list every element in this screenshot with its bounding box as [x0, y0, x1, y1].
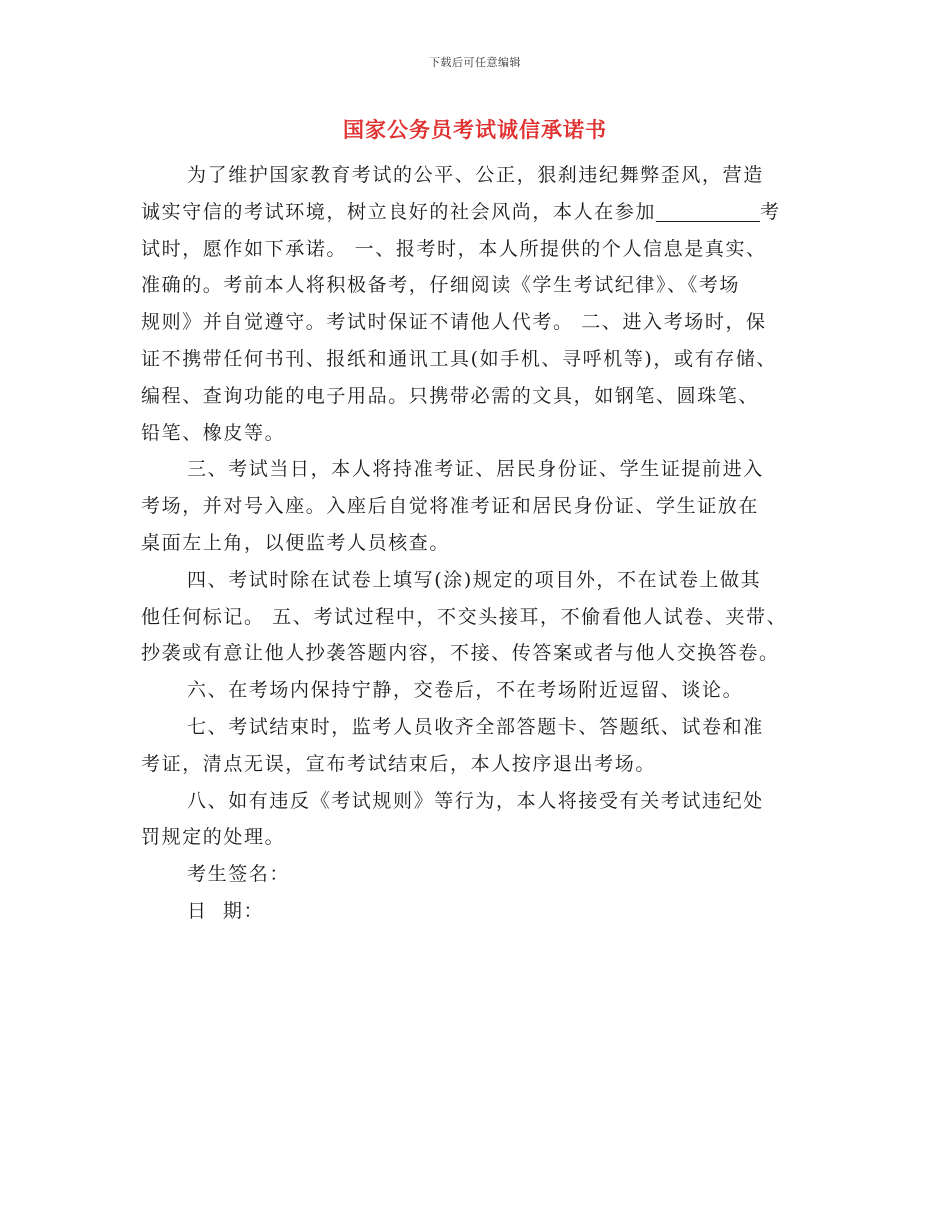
paragraph-line: 考证，清点无误，宣布考试结束后，本人按序退出考场。: [141, 752, 657, 775]
paragraph-line: 铅笔、橡皮等。: [141, 421, 286, 444]
signature-label: 考生签名：: [187, 863, 291, 886]
paragraph-line: 准确的。考前本人将积极备考，仔细阅读《学生考试纪律》、《考场: [141, 274, 741, 297]
paragraph-line: 证不携带任何书刊、报纸和通讯工具(如手机、寻呼机等)，或有存储、: [141, 347, 778, 370]
fill-in-blank: [656, 199, 760, 222]
paragraph-line: 桌面左上角，以便监考人员核查。: [141, 531, 451, 554]
paragraph-line: 为了维护国家教育考试的公平、公正，狠刹违纪舞弊歪风，营造: [187, 164, 764, 186]
page-header-note: 下载后可任意编辑: [429, 56, 521, 69]
date-label: 日 期：: [187, 899, 265, 922]
paragraph-line: 罚规定的处理。: [141, 826, 286, 849]
paragraph-line: 八、如有违反《考试规则》等行为，本人将接受有关考试违纪处: [187, 789, 764, 812]
document-title: 国家公务员考试诚信承诺书: [343, 117, 607, 142]
paragraph-line: 七、考试结束时，监考人员收齐全部答题卡、答题纸、试卷和准: [187, 715, 764, 738]
paragraph-line: 六、在考场内保持宁静，交卷后，不在考场附近逗留、谈论。: [187, 679, 744, 702]
paragraph-line-text-tail: 考: [760, 200, 781, 223]
paragraph-line: 考场，并对号入座。入座后自觉将准考证和居民身份证、学生证放在: [141, 495, 760, 518]
paragraph-line: 他任何标记。 五、考试过程中，不交头接耳，不偷看他人试卷、夹带、: [141, 605, 788, 628]
paragraph-line: 试时，愿作如下承诺。 一、报考时，本人所提供的个人信息是真实、: [141, 237, 767, 260]
paragraph-line: 三、考试当日，本人将持准考证、居民身份证、学生证提前进入: [187, 458, 764, 481]
paragraph-line: 规则》并自觉遵守。考试时保证不请他人代考。 二、进入考场时，保: [141, 311, 767, 334]
paragraph-line-with-blank: [141, 194, 821, 231]
document-body: [141, 157, 821, 930]
paragraph-line: 编程、查询功能的电子用品。只携带必需的文具，如钢笔、圆珠笔、: [141, 384, 760, 407]
paragraph-line-text: 诚实守信的考试环境，树立良好的社会风尚，本人在参加: [141, 200, 657, 223]
paragraph-line: 四、考试时除在试卷上填写(涂)规定的项目外，不在试卷上做其: [187, 568, 762, 591]
paragraph-line: 抄袭或有意让他人抄袭答题内容，不接、传答案或者与他人交换答卷。: [141, 642, 780, 665]
